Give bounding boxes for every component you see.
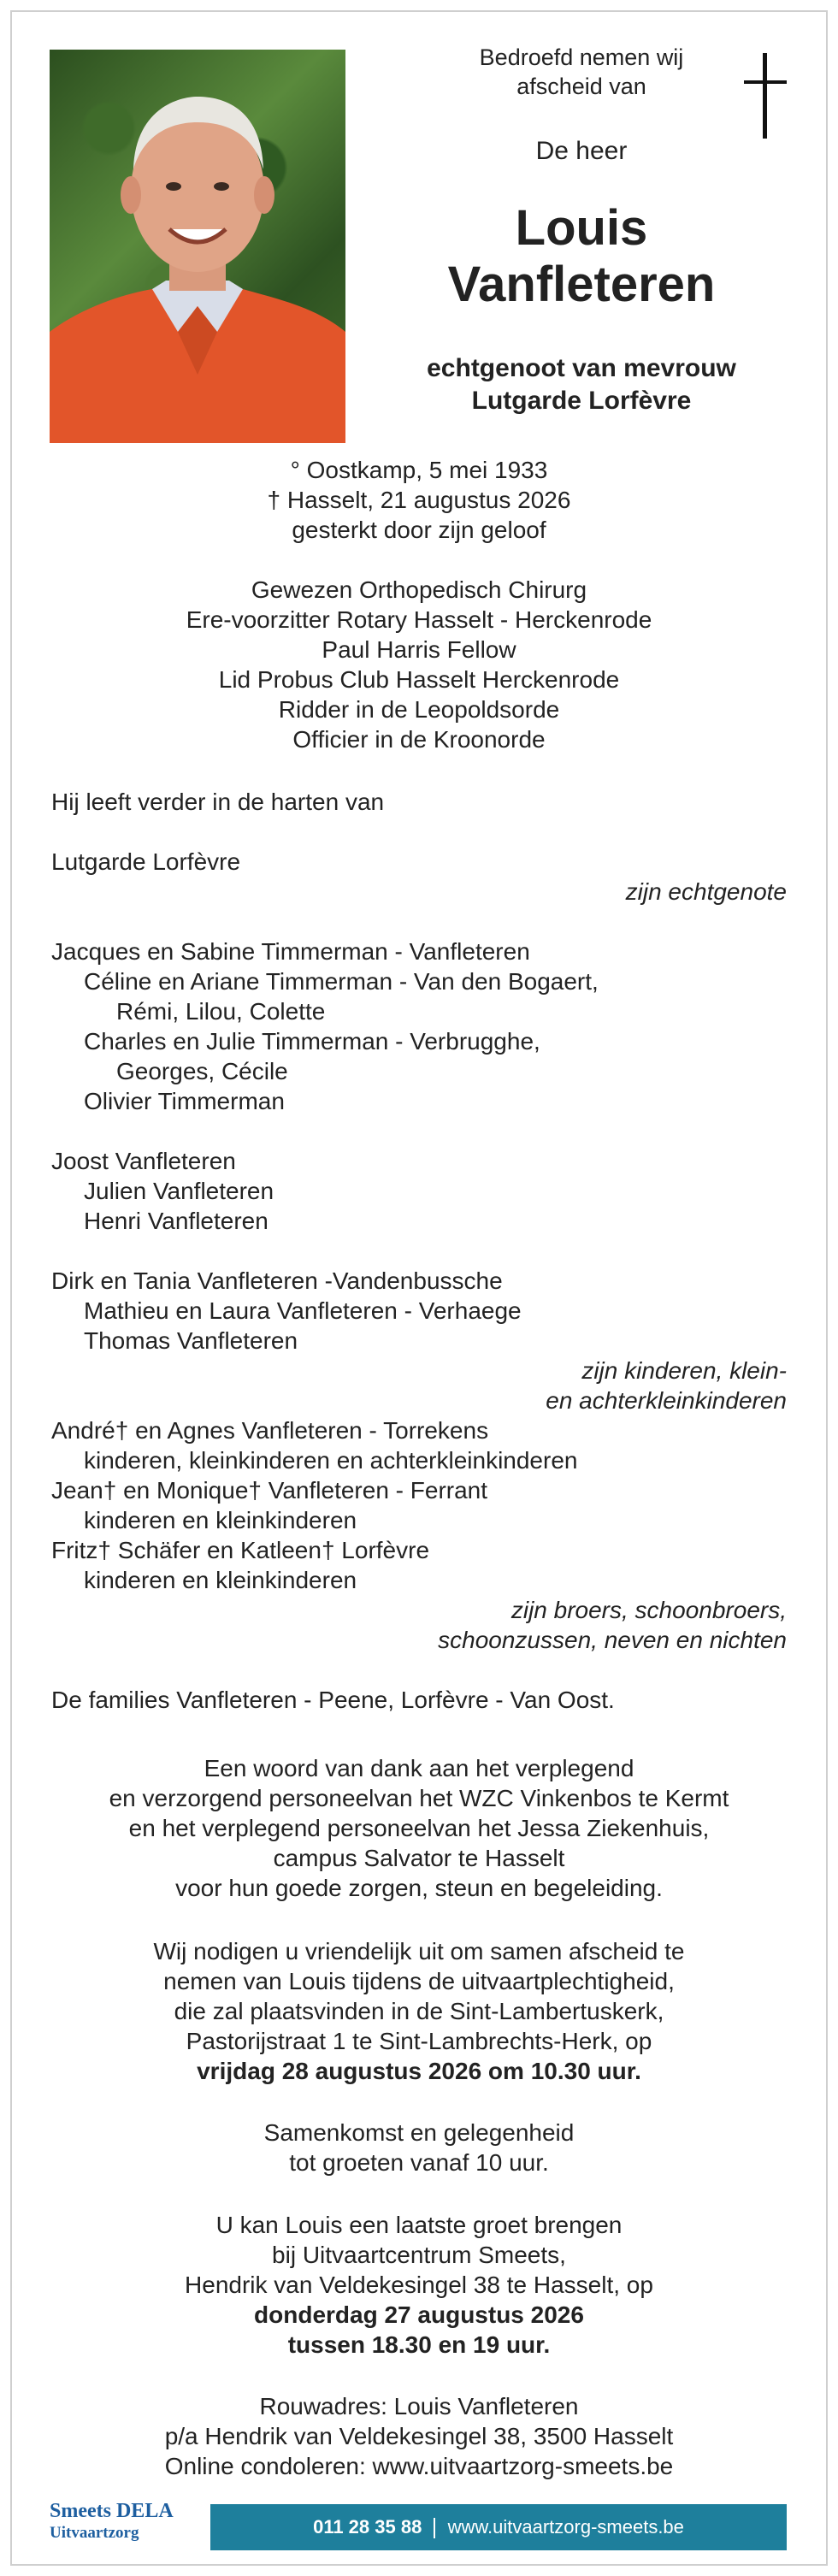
farewell-line: Hendrik van Veldekesingel 38 te Hasselt, op xyxy=(185,2272,653,2298)
contact-block xyxy=(51,2391,787,2481)
separator xyxy=(434,2518,435,2538)
invitation-line: nemen van Louis tijdens de uitvaartplechtigheid, xyxy=(163,1968,675,1994)
family-member: Charles en Julie Timmerman - Verbrugghe, xyxy=(84,1028,540,1055)
wife-role: zijn echtgenote xyxy=(625,878,787,905)
spouse-line-2: Lutgarde Lorfèvre xyxy=(471,387,692,415)
portrait-illustration xyxy=(50,50,345,443)
family-member: André† en Agnes Vanfleteren - Torrekens xyxy=(51,1417,489,1444)
thanks-line: campus Salvator te Hasselt xyxy=(273,1845,565,1871)
title-item: Ere-voorzitter Rotary Hasselt - Herckenrode xyxy=(186,606,652,633)
funeral-date: vrijdag 28 augustus 2026 om 10.30 uur. xyxy=(197,2058,641,2084)
family-intro: Hij leeft verder in de harten van xyxy=(51,789,385,815)
wife-name: Lutgarde Lorfèvre xyxy=(51,848,241,875)
title-item: Ridder in de Leopoldsorde xyxy=(278,696,560,723)
title-item: Gewezen Orthopedisch Chirurg xyxy=(251,576,587,603)
children-role-2: en achterkleinkinderen xyxy=(546,1387,787,1414)
spouse-line-1: echtgenoot van mevrouw xyxy=(427,354,736,382)
contact-line[interactable]: Online condoleren: www.uitvaartzorg-smeets.be xyxy=(164,2453,674,2479)
families-line: De families Vanfleteren - Peene, Lorfèvre - Van Oost. xyxy=(51,1687,615,1713)
name-line-1: Louis xyxy=(515,200,648,256)
family-block xyxy=(51,787,787,1715)
website-link[interactable]: www.uitvaartzorg-smeets.be xyxy=(447,2516,684,2538)
farewell-line: bij Uitvaartcentrum Smeets, xyxy=(272,2242,566,2268)
title-text: De heer xyxy=(535,137,628,165)
header-intro xyxy=(385,43,778,101)
family-member: Thomas Vanfleteren xyxy=(84,1327,298,1354)
invitation-line: die zal plaatsvinden in de Sint-Lambertuskerk, xyxy=(174,1998,664,2024)
family-member: Rémi, Lilou, Colette xyxy=(116,998,326,1025)
footer-contact-bar xyxy=(210,2504,787,2550)
invitation-line: Wij nodigen u vriendelijk uit om samen afscheid te xyxy=(153,1938,685,1964)
title-item: Officier in de Kroonorde xyxy=(292,726,546,753)
titles-block xyxy=(51,575,787,754)
family-member: Georges, Cécile xyxy=(116,1058,288,1084)
portrait-photo xyxy=(50,50,345,443)
thanks-line: en het verplegend personeelvan het Jessa Ziekenhuis, xyxy=(128,1815,710,1841)
intro-line-2: afscheid van xyxy=(516,74,646,99)
thanks-line: Een woord van dank aan het verplegend xyxy=(204,1755,634,1781)
gathering-block xyxy=(51,2118,787,2177)
family-member: Olivier Timmerman xyxy=(84,1088,285,1114)
faith-line: gesterkt door zijn geloof xyxy=(292,517,546,543)
farewell-time: tussen 18.30 en 19 uur. xyxy=(287,2331,551,2358)
name-line-2: Vanfleteren xyxy=(447,257,716,312)
logo-subtitle: Uitvaartzorg xyxy=(50,2524,139,2542)
family-member: Jean† en Monique† Vanfleteren - Ferrant xyxy=(51,1477,488,1504)
family-member: Céline en Ariane Timmerman - Van den Bogaert, xyxy=(84,968,599,995)
farewell-date: donderdag 27 augustus 2026 xyxy=(254,2301,584,2328)
family-member: kinderen en kleinkinderen xyxy=(84,1507,357,1533)
dates-block xyxy=(51,455,787,545)
children-role-1: zijn kinderen, klein- xyxy=(581,1357,787,1384)
thanks-line: en verzorgend personeelvan het WZC Vinkenbos te Kermt xyxy=(109,1785,729,1811)
family-member: Fritz† Schäfer en Katleen† Lorfèvre xyxy=(51,1537,430,1563)
funeral-home-logo xyxy=(50,2499,204,2544)
thanks-block xyxy=(51,1753,787,1903)
contact-line: Rouwadres: Louis Vanfleteren xyxy=(259,2393,579,2419)
farewell-block xyxy=(51,2210,787,2360)
intro-line-1: Bedroefd nemen wij xyxy=(479,44,684,70)
title-mr xyxy=(385,137,778,166)
siblings-role-2: schoonzussen, neven en nichten xyxy=(438,1627,787,1653)
family-member: Julien Vanfleteren xyxy=(84,1178,274,1204)
gathering-line: tot groeten vanaf 10 uur. xyxy=(289,2149,549,2176)
gathering-line: Samenkomst en gelegenheid xyxy=(263,2119,575,2146)
deceased-name xyxy=(385,200,778,313)
family-member: Jacques en Sabine Timmerman - Vanfleteren xyxy=(51,938,530,965)
spouse-info xyxy=(385,352,778,417)
family-member: Henri Vanfleteren xyxy=(84,1208,269,1234)
family-member: Mathieu en Laura Vanfleteren - Verhaege xyxy=(84,1297,522,1324)
phone-number[interactable]: 011 28 35 88 xyxy=(313,2516,422,2538)
invitation-block xyxy=(51,1936,787,2086)
death-line: † Hasselt, 21 augustus 2026 xyxy=(267,487,571,513)
contact-line: p/a Hendrik van Veldekesingel 38, 3500 Hasselt xyxy=(164,2423,674,2449)
family-member: Dirk en Tania Vanfleteren -Vandenbussche xyxy=(51,1267,503,1294)
family-member: kinderen en kleinkinderen xyxy=(84,1567,357,1593)
invitation-line: Pastorijstraat 1 te Sint-Lambrechts-Herk, op xyxy=(186,2028,652,2054)
logo-name: Smeets DELA xyxy=(50,2500,174,2522)
birth-line: ° Oostkamp, 5 mei 1933 xyxy=(290,457,548,483)
title-item: Lid Probus Club Hasselt Herckenrode xyxy=(218,666,620,693)
family-member: kinderen, kleinkinderen en achterkleinkinderen xyxy=(84,1447,578,1474)
title-item: Paul Harris Fellow xyxy=(322,636,516,663)
thanks-line: voor hun goede zorgen, steun en begeleiding. xyxy=(175,1875,663,1901)
family-member: Joost Vanfleteren xyxy=(51,1148,236,1174)
farewell-line: U kan Louis een laatste groet brengen xyxy=(215,2212,623,2238)
siblings-role-1: zijn broers, schoonbroers, xyxy=(510,1597,787,1623)
